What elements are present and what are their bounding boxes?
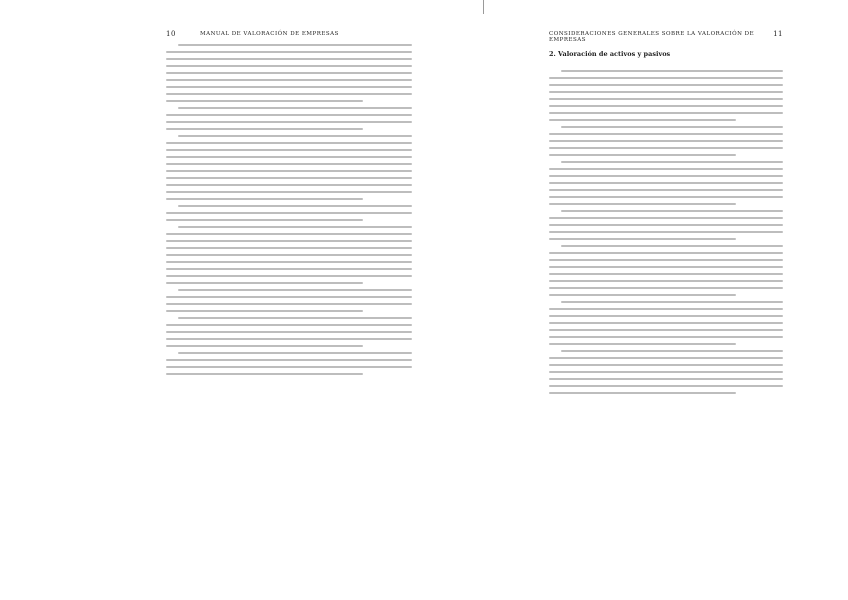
text-line — [549, 224, 783, 226]
text-line — [166, 275, 412, 277]
text-line — [178, 135, 412, 137]
text-line — [549, 273, 783, 275]
text-line — [549, 154, 736, 156]
text-line — [166, 359, 412, 361]
text-line — [166, 247, 412, 249]
text-line — [166, 177, 412, 179]
text-line — [561, 126, 783, 128]
right-page-number: 11 — [773, 30, 783, 38]
text-line — [166, 261, 412, 263]
text-line — [178, 44, 412, 46]
text-line — [549, 364, 783, 366]
text-line — [549, 329, 783, 331]
text-line — [561, 350, 783, 352]
text-line — [549, 189, 783, 191]
right-body-text — [549, 70, 783, 399]
text-line — [549, 91, 783, 93]
text-line — [166, 240, 412, 242]
text-line — [549, 182, 783, 184]
text-line — [549, 98, 783, 100]
text-line — [549, 196, 783, 198]
text-line — [166, 219, 363, 221]
right-running-head — [549, 30, 783, 42]
text-line — [549, 147, 783, 149]
text-line — [166, 121, 412, 123]
text-line — [549, 392, 736, 394]
text-line — [549, 112, 783, 114]
text-line — [166, 338, 412, 340]
text-line — [166, 51, 412, 53]
text-line — [549, 203, 736, 205]
text-line — [549, 266, 783, 268]
text-line — [178, 289, 412, 291]
text-line — [549, 133, 783, 135]
text-line — [166, 142, 412, 144]
text-line — [549, 336, 783, 338]
text-line — [549, 371, 783, 373]
text-line — [549, 84, 783, 86]
text-line — [549, 231, 783, 233]
right-page — [549, 30, 783, 550]
text-line — [549, 77, 783, 79]
text-line — [166, 86, 412, 88]
text-line — [166, 156, 412, 158]
text-line — [166, 79, 412, 81]
text-line — [166, 114, 412, 116]
text-line — [549, 238, 736, 240]
text-line — [549, 119, 736, 121]
section-heading: 2. Valoración de activos y pasivos — [549, 50, 671, 58]
text-line — [166, 268, 412, 270]
text-line — [549, 315, 783, 317]
left-page-number: 10 — [166, 30, 176, 38]
text-line — [549, 217, 783, 219]
text-line — [178, 226, 412, 228]
text-line — [166, 331, 412, 333]
text-line — [166, 191, 412, 193]
text-line — [166, 58, 412, 60]
text-line — [549, 252, 783, 254]
text-line — [166, 100, 363, 102]
text-line — [549, 294, 736, 296]
text-line — [561, 161, 783, 163]
text-line — [166, 72, 412, 74]
text-line — [549, 259, 783, 261]
text-line — [549, 357, 783, 359]
text-line — [549, 385, 783, 387]
text-line — [561, 245, 783, 247]
left-running-head — [166, 30, 412, 42]
text-line — [166, 170, 412, 172]
text-line — [166, 184, 412, 186]
text-line — [166, 212, 412, 214]
text-line — [178, 205, 412, 207]
text-line — [549, 308, 783, 310]
text-line — [166, 198, 363, 200]
text-line — [561, 301, 783, 303]
text-line — [166, 254, 412, 256]
text-line — [166, 65, 412, 67]
text-line — [166, 93, 412, 95]
text-line — [549, 168, 783, 170]
text-line — [549, 343, 736, 345]
left-page — [166, 30, 412, 550]
text-line — [561, 210, 783, 212]
text-line — [549, 140, 783, 142]
text-line — [166, 128, 363, 130]
text-line — [549, 378, 783, 380]
text-line — [166, 303, 412, 305]
text-line — [549, 287, 783, 289]
text-line — [549, 175, 783, 177]
text-line — [549, 105, 783, 107]
text-line — [166, 345, 363, 347]
text-line — [561, 70, 783, 72]
text-line — [166, 373, 363, 375]
left-running-head-text: MANUAL DE VALORACIÓN DE EMPRESAS — [200, 31, 339, 37]
left-body-text — [166, 44, 412, 380]
text-line — [166, 282, 363, 284]
text-line — [549, 280, 783, 282]
text-line — [178, 107, 412, 109]
right-running-head-text: CONSIDERACIONES GENERALES SOBRE LA VALORACIÓN DE EMPRESAS — [549, 31, 755, 43]
text-line — [166, 233, 412, 235]
text-line — [166, 149, 412, 151]
gutter-mark — [483, 0, 484, 14]
text-line — [166, 324, 412, 326]
text-line — [549, 322, 783, 324]
text-line — [178, 317, 412, 319]
text-line — [178, 352, 412, 354]
text-line — [166, 366, 412, 368]
text-line — [166, 296, 412, 298]
text-line — [166, 310, 363, 312]
text-line — [166, 163, 412, 165]
